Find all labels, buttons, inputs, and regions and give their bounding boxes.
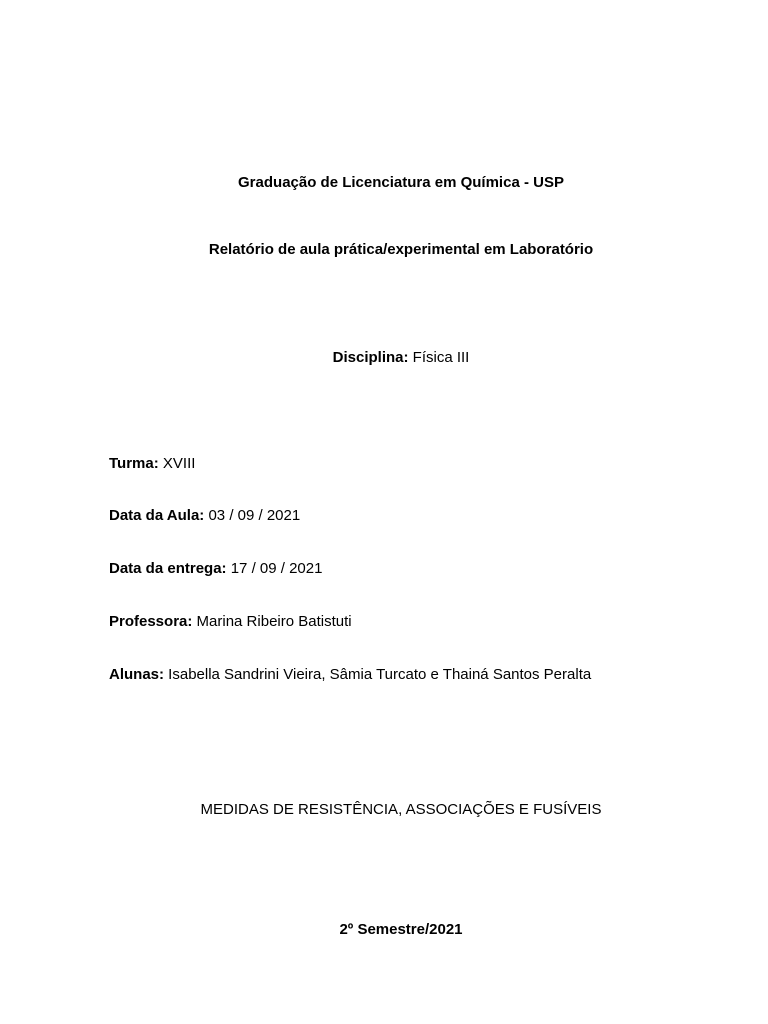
delivery-date-value: 17 / 09 / 2021 (226, 560, 323, 577)
report-type-heading: Relatório de aula prática/experimental em Laboratório (208, 241, 594, 258)
professor-value: Marina Ribeiro Batistuti (192, 613, 352, 630)
report-title: MEDIDAS DE RESISTÊNCIA, ASSOCIAÇÕES E FUSÍVEIS (200, 801, 602, 818)
class-date-label: Data da Aula: (109, 507, 205, 524)
professor-line (109, 613, 352, 631)
class-date-value: 03 / 09 / 2021 (204, 507, 301, 524)
turma-line (109, 455, 195, 473)
discipline-line (0, 349, 768, 367)
students-label: Alunas: (109, 666, 165, 683)
class-date-line (109, 507, 300, 525)
students-line (109, 666, 591, 684)
institution-heading: Graduação de Licenciatura em Química - USP (238, 174, 564, 191)
students-value: Isabella Sandrini Vieira, Sâmia Turcato e Thainá Santos Peralta (164, 666, 592, 683)
professor-label: Professora: (109, 613, 193, 630)
delivery-date-line (109, 560, 322, 578)
discipline-value: Física III (408, 349, 470, 366)
discipline-label: Disciplina: (332, 349, 409, 366)
turma-label: Turma: (109, 455, 159, 472)
delivery-date-label: Data da entrega: (109, 560, 227, 577)
semester-label: 2º Semestre/2021 (339, 921, 463, 938)
turma-value: XVIII (158, 455, 196, 472)
